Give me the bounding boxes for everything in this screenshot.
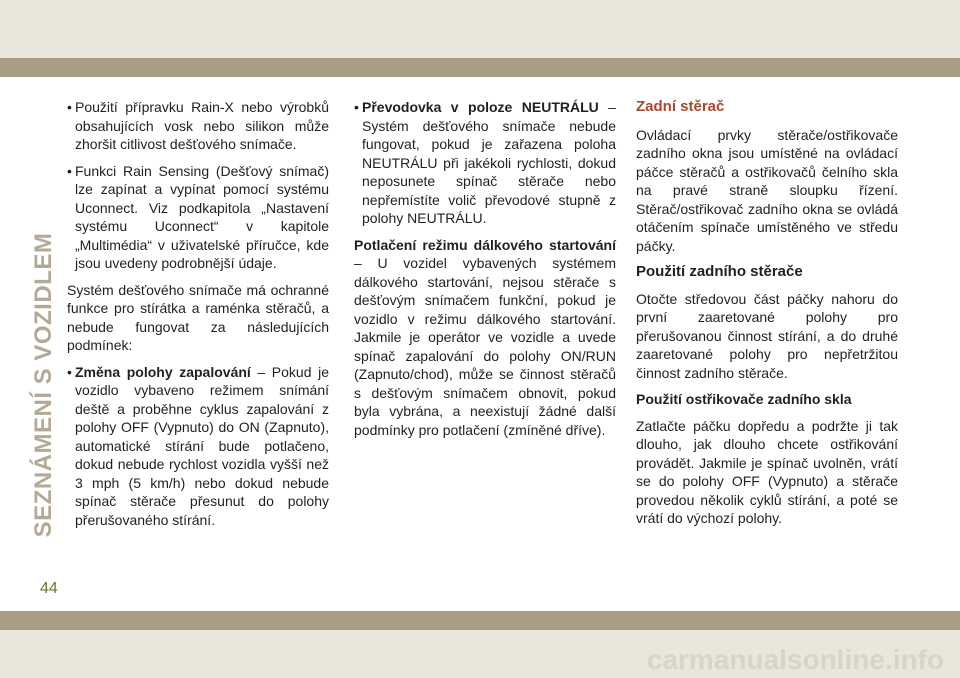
bullet-body: – Systém dešťového snímače nebude fungovat, pokud je zařazena poloha NEUTRÁLU při jakékoli rychlosti, dokud neposunete spínač stěrače nebo nepřemístíte volič převodové stupně z polohy NEUTRÁLU. xyxy=(362,99,616,226)
bullet-text: Funkci Rain Sensing (Dešťový snímač) lze zapínat a vypínat pomocí systému Uconnect. Viz podkapitola „Nastavení systému Uconnect“ v kapitole „Multimédia“ v uživatelské příručce, kde jsou uvedeny podrobnější údaje. xyxy=(75,162,329,271)
side-chapter-title: SEZNÁMENÍ S VOZIDLEM xyxy=(30,232,57,538)
bullet-text xyxy=(75,363,329,530)
top-band xyxy=(0,0,960,58)
bullet-title: Změna polohy zapalování xyxy=(75,363,251,380)
bullet-text: Použití přípravku Rain-X nebo výrobků obsahujících vosk nebo silikon může zhoršit citlivost dešťového snímače. xyxy=(75,99,329,152)
paragraph-body: – U vozidel vybavených systémem dálkového startování, nejsou stěrače s dešťovým snímačem funkční, pokud je vozidlo v režimu dálkového startování. Jakmile je operátor ve vozidle a uvede spínač zapalování do polohy ON/RUN (Zapnuto/chod), může se činnost stěračů s dešťovým snímačem obnovit, pokud byla vybrána, a neexistují žádné další podmínky pro potlačení (zmíněné dříve). xyxy=(354,255,616,438)
bullet-title: Převodovka v poloze NEUTRÁLU xyxy=(362,99,599,115)
bullet-dot: • xyxy=(67,99,72,115)
bullet-rain-sensing xyxy=(67,162,329,273)
paragraph-remote-start xyxy=(354,236,616,440)
subheading-rear-washer: Použití ostřikovače zadního skla xyxy=(636,391,852,407)
bullet-body: – Pokud je vozidlo vybaveno režimem snímání deště a proběhne cyklus zapalování z polohy OFF (Vypnuto) do ON (Zapnuto), automatické stírání bude potlačeno, dokud nebude rychlost vozidla vyšší než 3 mph (5 km/h) nebo dokud nebude spínač stěrače přesunut do polohy přerušovaného stírání. xyxy=(75,363,329,528)
paragraph-rear-wiper-controls: Ovládací prvky stěrače/ostřikovače zadního okna jsou umístěné na ovládací páčce stěračů a ostřikovačů čelního skla na pravé straně sloupku řízení. Stěrač/ostřikovač zadního okna se ovládá otáčením spínače umístěného ve středu páčky. xyxy=(636,126,898,254)
bullet-dot: • xyxy=(354,99,359,115)
paragraph-rear-wiper-use: Otočte středovou část páčky nahoru do první zaaretované polohy pro přerušovanou činnost stírání, a do druhé zaaretované polohy pro nepřetržitou činnost zadního stěrače. xyxy=(636,290,898,381)
bottom-bar xyxy=(0,611,960,630)
page-number: 44 xyxy=(40,580,58,597)
watermark: carmanualsonline.info xyxy=(646,644,944,675)
paragraph-protection: Systém dešťového snímače má ochranné funkce pro stírátka a raménka stěračů, a nebude fungovat za následujících podmínek: xyxy=(67,281,329,353)
column-1 xyxy=(67,98,329,537)
paragraph-rear-washer: Zatlačte páčku dopředu a podržte ji tak dlouho, jak dlouho chcete ostřikování provádět. Jakmile je spínač uvolněn, vrátí se do polohy OFF (Vypnuto) a stěrače provedou několik cyklů stírání, a poté se vrátí do výchozí polohy. xyxy=(636,417,898,526)
bullet-dot: • xyxy=(67,162,72,179)
subheading-rear-wiper-use: Použití zadního stěrače xyxy=(636,263,803,280)
bullet-text xyxy=(362,98,616,228)
bullet-ignition-change xyxy=(67,363,329,530)
bullet-neutral xyxy=(354,98,616,228)
bullet-rain-x xyxy=(67,98,329,154)
top-bar xyxy=(0,58,960,77)
section-heading: Zadní stěrač xyxy=(636,98,725,115)
column-2 xyxy=(354,98,616,447)
bullet-dot: • xyxy=(67,363,72,380)
paragraph-title: Potlačení režimu dálkového startování xyxy=(354,236,616,253)
column-3 xyxy=(636,98,898,536)
